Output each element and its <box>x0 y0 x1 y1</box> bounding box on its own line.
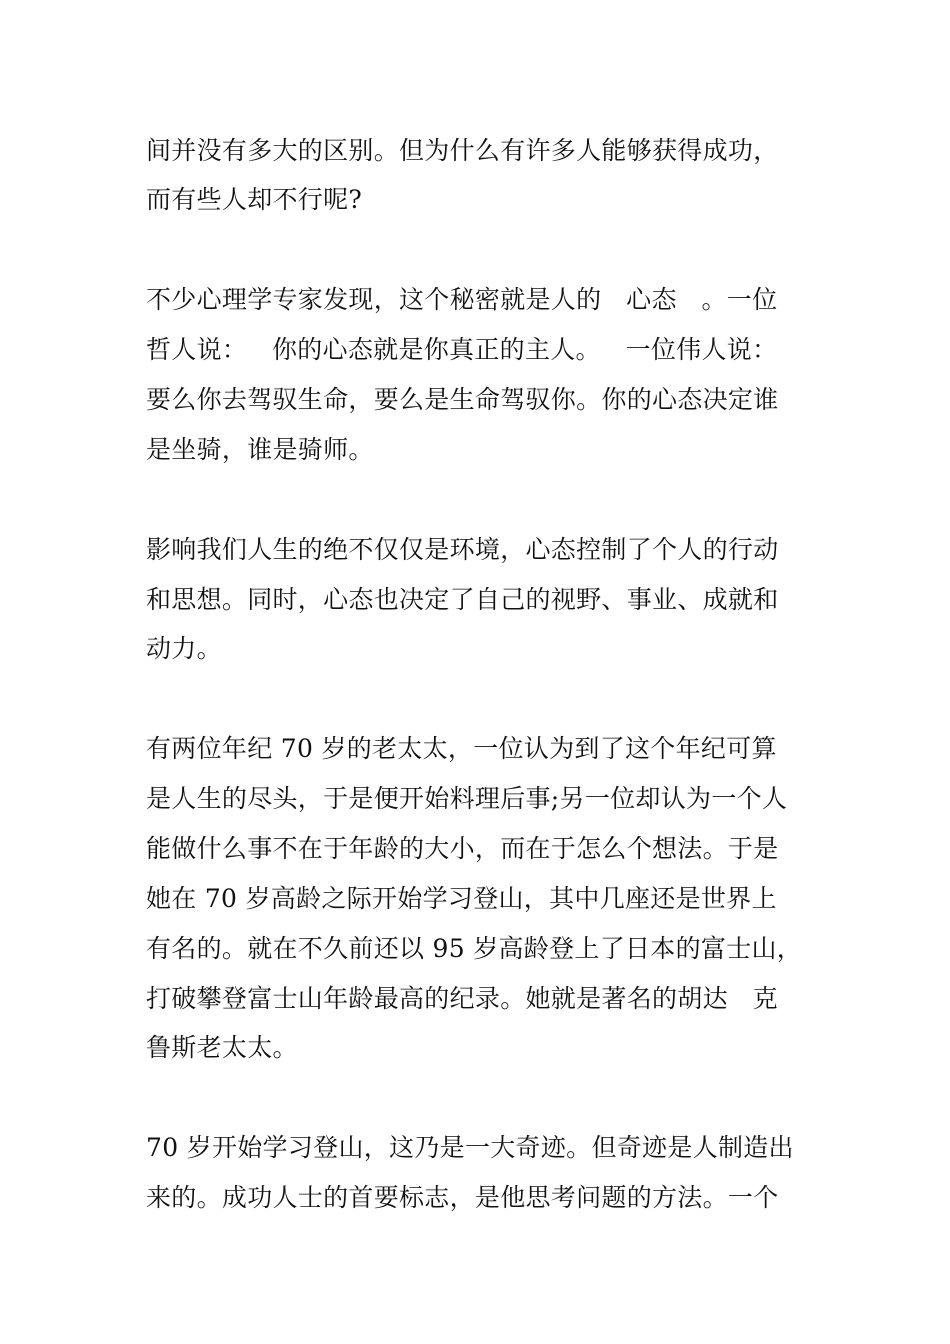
text-line: 间并没有多大的区别。但为什么有许多人能够获得成功， <box>146 136 779 165</box>
text-line: 鲁斯老太太。 <box>146 1033 298 1062</box>
text-line: 她在 70 岁高龄之际开始学习登山，其中几座还是世界上 <box>146 884 777 913</box>
text-line: 来的。成功人士的首要标志，是他思考问题的方法。一个 <box>146 1183 779 1212</box>
text-line: 打破攀登富士山年龄最高的纪录。她就是著名的胡达 克 <box>146 984 778 1013</box>
text-line: 哲人说： 你的心态就是你真正的主人。 一位伟人说： <box>146 335 778 364</box>
text-line: 是人生的尽头，于是便开始料理后事;另一位却认为一个人 <box>146 784 788 813</box>
text-line: 70 岁开始学习登山，这乃是一大奇迹。但奇迹是人制造出 <box>146 1133 794 1162</box>
text-line: 和思想。同时，心态也决定了自己的视野、事业、成就和 <box>146 585 779 614</box>
text-line: 影响我们人生的绝不仅仅是环境，心态控制了个人的行动 <box>146 535 779 564</box>
text-line: 要么你去驾驭生命，要么是生命驾驭你。你的心态决定谁 <box>146 385 779 414</box>
text-line: 动力。 <box>146 634 222 663</box>
text-line: 有两位年纪 70 岁的老太太，一位认为到了这个年纪可算 <box>146 734 777 763</box>
text-line: 有名的。就在不久前还以 95 岁高龄登上了日本的富士山， <box>146 934 803 963</box>
text-line: 不少心理学专家发现，这个秘密就是人的 心态 。一位 <box>146 285 778 314</box>
text-line: 而有些人却不行呢? <box>146 185 363 214</box>
text-line: 能做什么事不在于年龄的大小，而在于怎么个想法。于是 <box>146 834 779 863</box>
text-line: 是坐骑，谁是骑师。 <box>146 435 374 464</box>
